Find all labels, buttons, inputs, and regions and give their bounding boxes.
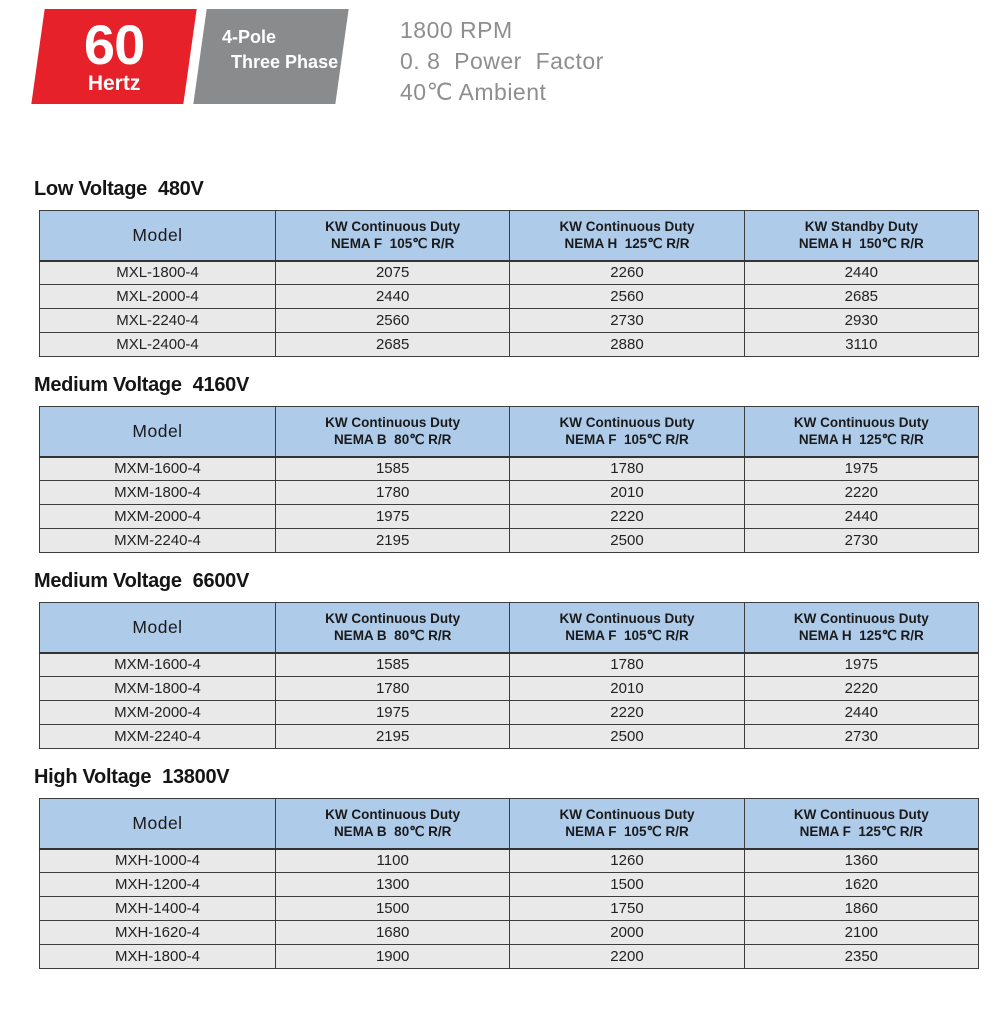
table-row bbox=[40, 285, 979, 309]
kw-value-cell: 1750 bbox=[510, 897, 744, 921]
table-row bbox=[40, 849, 979, 873]
pole-phase-badge bbox=[193, 9, 348, 104]
kw-value-cell: 2500 bbox=[510, 529, 744, 553]
kw-value-cell: 2000 bbox=[510, 921, 744, 945]
model-cell: MXH-1000-4 bbox=[40, 849, 276, 873]
table-header-row bbox=[40, 799, 979, 849]
column-header-model: Model bbox=[40, 603, 276, 653]
section-title-low-voltage bbox=[34, 178, 1005, 201]
section-title-voltage: 480V bbox=[158, 178, 204, 200]
kw-value-cell: 2260 bbox=[510, 261, 744, 285]
hertz-badge bbox=[31, 9, 196, 104]
column-header-model: Model bbox=[40, 799, 276, 849]
model-cell: MXL-2240-4 bbox=[40, 309, 276, 333]
kw-value-cell: 1585 bbox=[276, 653, 510, 677]
table-row bbox=[40, 457, 979, 481]
section-title-name: High Voltage bbox=[34, 766, 152, 788]
kw-value-cell: 2195 bbox=[276, 529, 510, 553]
kw-value-cell: 2350 bbox=[744, 945, 978, 969]
kw-value-cell: 1100 bbox=[276, 849, 510, 873]
model-cell: MXM-2240-4 bbox=[40, 725, 276, 749]
section-title-voltage: 4160V bbox=[192, 374, 250, 396]
table-row bbox=[40, 505, 979, 529]
table-row bbox=[40, 725, 979, 749]
table-row bbox=[40, 481, 979, 505]
section-title-name: Medium Voltage bbox=[34, 570, 182, 592]
kw-value-cell: 2730 bbox=[744, 529, 978, 553]
kw-value-cell: 1900 bbox=[276, 945, 510, 969]
hertz-label: Hertz bbox=[87, 71, 141, 95]
kw-value-cell: 1780 bbox=[276, 481, 510, 505]
kw-value-cell: 1680 bbox=[276, 921, 510, 945]
kw-value-cell: 2685 bbox=[744, 285, 978, 309]
kw-value-cell: 1780 bbox=[276, 677, 510, 701]
kw-value-cell: 2010 bbox=[510, 481, 744, 505]
kw-value-cell: 1780 bbox=[510, 653, 744, 677]
kw-value-cell: 2440 bbox=[744, 261, 978, 285]
model-cell: MXL-1800-4 bbox=[40, 261, 276, 285]
table-row bbox=[40, 677, 979, 701]
column-header-kw-duty: KW Continuous Duty NEMA F 105℃ R/R bbox=[510, 603, 744, 653]
kw-value-cell: 1500 bbox=[276, 897, 510, 921]
spec-summary bbox=[400, 9, 604, 108]
column-header-kw-duty: KW Continuous Duty NEMA B 80℃ R/R bbox=[276, 799, 510, 849]
phase-label: Three Phase bbox=[231, 52, 339, 72]
kw-value-cell: 2440 bbox=[276, 285, 510, 309]
model-cell: MXM-1800-4 bbox=[40, 677, 276, 701]
model-cell: MXH-1800-4 bbox=[40, 945, 276, 969]
table-row bbox=[40, 333, 979, 357]
section-title-medium-voltage-6600 bbox=[34, 570, 1005, 593]
kw-value-cell: 1975 bbox=[744, 653, 978, 677]
table-row bbox=[40, 261, 979, 285]
kw-value-cell: 1780 bbox=[510, 457, 744, 481]
kw-value-cell: 2075 bbox=[276, 261, 510, 285]
spec-ambient: 40℃ Ambient bbox=[400, 79, 547, 105]
kw-value-cell: 2220 bbox=[744, 677, 978, 701]
column-header-kw-duty: KW Continuous Duty NEMA F 105℃ R/R bbox=[510, 799, 744, 849]
table-row bbox=[40, 921, 979, 945]
kw-value-cell: 2220 bbox=[744, 481, 978, 505]
column-header-kw-duty: KW Continuous Duty NEMA F 125℃ R/R bbox=[744, 799, 978, 849]
model-cell: MXM-2000-4 bbox=[40, 701, 276, 725]
medium-voltage-4160-table bbox=[39, 406, 979, 553]
hertz-value: 60 bbox=[83, 12, 145, 76]
table-row bbox=[40, 529, 979, 553]
kw-value-cell: 2200 bbox=[510, 945, 744, 969]
kw-value-cell: 1975 bbox=[276, 505, 510, 529]
kw-value-cell: 1975 bbox=[276, 701, 510, 725]
kw-value-cell: 1585 bbox=[276, 457, 510, 481]
model-cell: MXM-1800-4 bbox=[40, 481, 276, 505]
section-title-voltage: 6600V bbox=[192, 570, 250, 592]
table-header-row bbox=[40, 211, 979, 261]
table-row bbox=[40, 873, 979, 897]
kw-value-cell: 1975 bbox=[744, 457, 978, 481]
column-header-kw-duty: KW Continuous Duty NEMA H 125℃ R/R bbox=[744, 407, 978, 457]
column-header-model: Model bbox=[40, 211, 276, 261]
model-cell: MXM-2000-4 bbox=[40, 505, 276, 529]
kw-value-cell: 2730 bbox=[510, 309, 744, 333]
table-row bbox=[40, 309, 979, 333]
kw-value-cell: 1360 bbox=[744, 849, 978, 873]
kw-value-cell: 2880 bbox=[510, 333, 744, 357]
model-cell: MXL-2000-4 bbox=[40, 285, 276, 309]
kw-value-cell: 1260 bbox=[510, 849, 744, 873]
kw-value-cell: 1620 bbox=[744, 873, 978, 897]
section-title-name: Low Voltage bbox=[34, 178, 147, 200]
table-header-row bbox=[40, 407, 979, 457]
medium-voltage-6600-table bbox=[39, 602, 979, 749]
model-cell: MXM-1600-4 bbox=[40, 457, 276, 481]
kw-value-cell: 1300 bbox=[276, 873, 510, 897]
table-row bbox=[40, 653, 979, 677]
kw-value-cell: 1860 bbox=[744, 897, 978, 921]
column-header-kw-duty: KW Continuous Duty NEMA F 105℃ R/R bbox=[276, 211, 510, 261]
column-header-kw-duty: KW Continuous Duty NEMA F 105℃ R/R bbox=[510, 407, 744, 457]
kw-value-cell: 2220 bbox=[510, 701, 744, 725]
kw-value-cell: 3110 bbox=[744, 333, 978, 357]
model-cell: MXH-1200-4 bbox=[40, 873, 276, 897]
section-title-high-voltage bbox=[34, 766, 1005, 789]
kw-value-cell: 1500 bbox=[510, 873, 744, 897]
kw-value-cell: 2500 bbox=[510, 725, 744, 749]
table-row bbox=[40, 897, 979, 921]
table-header-row bbox=[40, 603, 979, 653]
model-cell: MXH-1400-4 bbox=[40, 897, 276, 921]
kw-value-cell: 2440 bbox=[744, 505, 978, 529]
spec-power-factor: 0. 8 Power Factor bbox=[400, 48, 604, 74]
column-header-kw-duty: KW Standby Duty NEMA H 150℃ R/R bbox=[744, 211, 978, 261]
model-cell: MXM-2240-4 bbox=[40, 529, 276, 553]
section-title-voltage: 13800V bbox=[162, 766, 230, 788]
section-title-medium-voltage-4160 bbox=[34, 374, 1005, 397]
pole-label: 4-Pole bbox=[222, 27, 277, 47]
kw-value-cell: 2560 bbox=[276, 309, 510, 333]
kw-value-cell: 2730 bbox=[744, 725, 978, 749]
column-header-kw-duty: KW Continuous Duty NEMA B 80℃ R/R bbox=[276, 603, 510, 653]
kw-value-cell: 2220 bbox=[510, 505, 744, 529]
kw-value-cell: 2560 bbox=[510, 285, 744, 309]
table-row bbox=[40, 945, 979, 969]
kw-value-cell: 2930 bbox=[744, 309, 978, 333]
kw-value-cell: 2685 bbox=[276, 333, 510, 357]
low-voltage-table bbox=[39, 210, 979, 357]
column-header-model: Model bbox=[40, 407, 276, 457]
column-header-kw-duty: KW Continuous Duty NEMA H 125℃ R/R bbox=[744, 603, 978, 653]
section-title-name: Medium Voltage bbox=[34, 374, 182, 396]
kw-value-cell: 2100 bbox=[744, 921, 978, 945]
model-cell: MXM-1600-4 bbox=[40, 653, 276, 677]
kw-value-cell: 2440 bbox=[744, 701, 978, 725]
kw-value-cell: 2010 bbox=[510, 677, 744, 701]
spec-rpm: 1800 RPM bbox=[400, 17, 513, 43]
column-header-kw-duty: KW Continuous Duty NEMA B 80℃ R/R bbox=[276, 407, 510, 457]
page-header bbox=[30, 9, 1005, 104]
high-voltage-table bbox=[39, 798, 979, 969]
model-cell: MXH-1620-4 bbox=[40, 921, 276, 945]
table-row bbox=[40, 701, 979, 725]
kw-value-cell: 2195 bbox=[276, 725, 510, 749]
model-cell: MXL-2400-4 bbox=[40, 333, 276, 357]
column-header-kw-duty: KW Continuous Duty NEMA H 125℃ R/R bbox=[510, 211, 744, 261]
